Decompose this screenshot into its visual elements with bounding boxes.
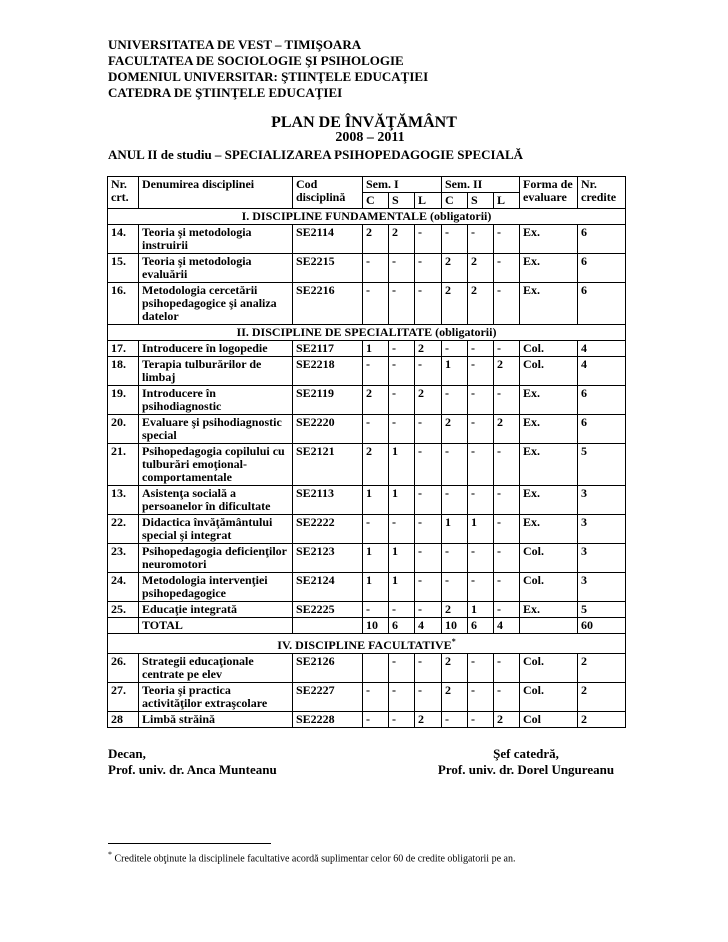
- faculty-name: FACULTATEA DE SOCIOLOGIE ŞI PSIHOLOGIE: [108, 53, 404, 68]
- table-cell: 2: [494, 415, 520, 444]
- table-cell: -: [415, 225, 442, 254]
- table-cell: [293, 618, 363, 634]
- table-cell: Col.: [520, 341, 578, 357]
- table-cell: -: [468, 415, 494, 444]
- table-cell: Metodologia cercetării psihopedagogice şi analiza datelor: [139, 283, 293, 325]
- table-cell: Col.: [520, 683, 578, 712]
- table-cell: 5: [578, 444, 626, 486]
- table-cell: Limbă străină: [139, 712, 293, 728]
- table-cell: -: [415, 602, 442, 618]
- table-cell: -: [363, 415, 389, 444]
- table-cell: -: [442, 712, 468, 728]
- table-cell: 10: [442, 618, 468, 634]
- table-cell: Col: [520, 712, 578, 728]
- table-cell: -: [442, 486, 468, 515]
- table-cell: 2: [442, 683, 468, 712]
- table-cell: 2: [442, 254, 468, 283]
- table-row: [108, 444, 626, 486]
- table-cell: -: [389, 602, 415, 618]
- table-cell: 2: [389, 225, 415, 254]
- table-cell: 1: [363, 341, 389, 357]
- table-cell: Ex.: [520, 486, 578, 515]
- table-cell: -: [415, 357, 442, 386]
- table-cell: Col.: [520, 654, 578, 683]
- table-cell: 6: [468, 618, 494, 634]
- chair-role: Şef catedră,: [493, 746, 559, 761]
- table-cell: 1: [468, 602, 494, 618]
- table-cell: 26.: [108, 654, 139, 683]
- table-cell: -: [468, 654, 494, 683]
- table-cell: Psihopedagogia copilului cu tulburări emoţional-comportamentale: [139, 444, 293, 486]
- table-cell: -: [494, 654, 520, 683]
- table-cell: SE2220: [293, 415, 363, 444]
- table-cell: -: [468, 544, 494, 573]
- header-name: Denumirea disciplinei: [139, 177, 293, 209]
- table-cell: -: [468, 683, 494, 712]
- table-cell: -: [363, 254, 389, 283]
- table-row: [108, 415, 626, 444]
- table-cell: 3: [578, 573, 626, 602]
- table-cell: 3: [578, 515, 626, 544]
- table-cell: 6: [578, 386, 626, 415]
- table-cell: -: [389, 654, 415, 683]
- table-cell: 1: [389, 573, 415, 602]
- table-cell: 16.: [108, 283, 139, 325]
- footnote-mark: *: [451, 637, 456, 646]
- table-cell: SE2121: [293, 444, 363, 486]
- table-cell: SE2114: [293, 225, 363, 254]
- table-cell: 2: [578, 712, 626, 728]
- table-row: [108, 683, 626, 712]
- table-cell: -: [468, 444, 494, 486]
- header-code: Cod disciplină: [293, 177, 363, 209]
- table-row: [108, 254, 626, 283]
- table-cell: 22.: [108, 515, 139, 544]
- table-row: [108, 712, 626, 728]
- table-cell: 2: [442, 415, 468, 444]
- table-cell: -: [468, 386, 494, 415]
- table-cell: -: [363, 712, 389, 728]
- table-cell: 2: [363, 444, 389, 486]
- dean-role: Decan,: [108, 746, 146, 761]
- table-cell: SE2225: [293, 602, 363, 618]
- table-cell: 1: [363, 544, 389, 573]
- table-cell: Introducere în logopedie: [139, 341, 293, 357]
- table-cell: -: [363, 602, 389, 618]
- table-cell: 2: [415, 386, 442, 415]
- table-cell: 19.: [108, 386, 139, 415]
- table-row: [108, 602, 626, 618]
- footnote-separator: [108, 843, 271, 844]
- table-cell: -: [415, 515, 442, 544]
- table-cell: 2: [363, 386, 389, 415]
- table-row: [108, 341, 626, 357]
- section-row: [108, 325, 626, 341]
- table-cell: 1: [389, 544, 415, 573]
- table-row: [108, 573, 626, 602]
- table-cell: 13.: [108, 486, 139, 515]
- table-cell: Terapia tulburărilor de limbaj: [139, 357, 293, 386]
- table-cell: SE2215: [293, 254, 363, 283]
- header-sem1-c: C: [363, 193, 389, 209]
- table-cell: -: [415, 283, 442, 325]
- table-cell: 2: [578, 654, 626, 683]
- table-cell: Ex.: [520, 444, 578, 486]
- total-row: [108, 618, 626, 634]
- table-cell: SE2218: [293, 357, 363, 386]
- table-cell: -: [494, 683, 520, 712]
- header-forma: Forma de evaluare: [520, 177, 578, 209]
- chair-signature: [426, 746, 626, 778]
- table-cell: SE2222: [293, 515, 363, 544]
- table-cell: Introducere în psihodiagnostic: [139, 386, 293, 415]
- table-cell: -: [494, 386, 520, 415]
- table-cell: Ex.: [520, 515, 578, 544]
- table-cell: -: [468, 486, 494, 515]
- table-cell: -: [363, 683, 389, 712]
- table-cell: 6: [578, 254, 626, 283]
- table-cell: 17.: [108, 341, 139, 357]
- table-cell: 2: [468, 254, 494, 283]
- table-cell: -: [389, 254, 415, 283]
- table-cell: Col.: [520, 544, 578, 573]
- table-cell: -: [494, 486, 520, 515]
- table-cell: -: [494, 602, 520, 618]
- department-name: CATEDRA DE ŞTIINŢELE EDUCAŢIEI: [108, 85, 343, 100]
- table-cell: 1: [468, 515, 494, 544]
- table-cell: Ex.: [520, 283, 578, 325]
- document-title: PLAN DE ÎNVĂŢĂMÂNT: [271, 114, 457, 131]
- chair-name: Prof. univ. dr. Dorel Ungureanu: [437, 762, 615, 777]
- table-cell: -: [442, 444, 468, 486]
- table-cell: SE2216: [293, 283, 363, 325]
- header-credite: Nr. credite: [578, 177, 626, 209]
- table-cell: -: [415, 415, 442, 444]
- table-cell: 10: [363, 618, 389, 634]
- table-cell: 1: [389, 486, 415, 515]
- table-cell: 14.: [108, 225, 139, 254]
- table-cell: Col.: [520, 573, 578, 602]
- footnote-mark: *: [108, 850, 112, 859]
- table-cell: -: [389, 683, 415, 712]
- table-cell: 20.: [108, 415, 139, 444]
- table-cell: 2: [494, 357, 520, 386]
- section-title: [108, 325, 626, 341]
- table-cell: -: [468, 225, 494, 254]
- table-cell: -: [389, 415, 415, 444]
- table-cell: [108, 618, 139, 634]
- table-cell: Ex.: [520, 386, 578, 415]
- table-cell: Col.: [520, 357, 578, 386]
- table-cell: -: [442, 573, 468, 602]
- footnote-text: Creditele obţinute la disciplinele facultative acordă suplimentar celor 60 de credite obligatorii pe an.: [112, 853, 516, 865]
- section-title: [108, 634, 626, 654]
- table-cell: 2: [578, 683, 626, 712]
- document-years: 2008 – 2011: [335, 130, 405, 145]
- table-cell: 2: [415, 341, 442, 357]
- header-nr: Nr. crt.: [108, 177, 139, 209]
- table-cell: -: [494, 283, 520, 325]
- table-cell: 6: [578, 283, 626, 325]
- table-cell: 25.: [108, 602, 139, 618]
- table-cell: 3: [578, 544, 626, 573]
- table-cell: -: [468, 573, 494, 602]
- header-sem2-s: S: [468, 193, 494, 209]
- curriculum-table: [107, 176, 626, 728]
- table-cell: -: [389, 386, 415, 415]
- table-cell: -: [389, 283, 415, 325]
- table-header-row: [108, 177, 626, 193]
- header-sem1-s: S: [389, 193, 415, 209]
- table-cell: 28: [108, 712, 139, 728]
- table-cell: -: [415, 573, 442, 602]
- table-cell: SE2228: [293, 712, 363, 728]
- university-name: UNIVERSITATEA DE VEST – TIMIŞOARA: [108, 37, 362, 52]
- table-cell: SE2227: [293, 683, 363, 712]
- footnote: [108, 850, 515, 864]
- table-cell: 4: [578, 341, 626, 357]
- section-row: [108, 209, 626, 225]
- table-cell: 2: [442, 654, 468, 683]
- table-cell: [363, 654, 389, 683]
- table-cell: -: [494, 444, 520, 486]
- table-cell: 2: [363, 225, 389, 254]
- table-cell: Strategii educaţionale centrate pe elev: [139, 654, 293, 683]
- table-cell: Ex.: [520, 225, 578, 254]
- table-cell: 24.: [108, 573, 139, 602]
- table-row: [108, 515, 626, 544]
- table-cell: -: [389, 357, 415, 386]
- table-cell: -: [389, 712, 415, 728]
- section-title-text: II. DISCIPLINE DE SPECIALITATE (obligatorii): [236, 325, 497, 339]
- header-sem1-l: L: [415, 193, 442, 209]
- table-cell: 2: [494, 712, 520, 728]
- table-cell: 6: [578, 225, 626, 254]
- section-title-text: I. DISCIPLINE FUNDAMENTALE (obligatorii): [241, 209, 492, 223]
- table-cell: 27.: [108, 683, 139, 712]
- table-cell: Ex.: [520, 602, 578, 618]
- table-cell: 60: [578, 618, 626, 634]
- table-cell: [520, 618, 578, 634]
- table-cell: 2: [442, 283, 468, 325]
- table-cell: 2: [468, 283, 494, 325]
- table-cell: 1: [442, 357, 468, 386]
- table-cell: -: [468, 357, 494, 386]
- table-cell: 1: [442, 515, 468, 544]
- header-sem1: Sem. I: [363, 177, 442, 193]
- table-cell: -: [494, 254, 520, 283]
- table-cell: Ex.: [520, 415, 578, 444]
- table-cell: Evaluare şi psihodiagnostic special: [139, 415, 293, 444]
- table-cell: Metodologia intervenţiei psihopedagogice: [139, 573, 293, 602]
- table-cell: SE2124: [293, 573, 363, 602]
- table-cell: -: [415, 444, 442, 486]
- domain-name: DOMENIUL UNIVERSITAR: ŞTIINŢELE EDUCAŢIEI: [108, 69, 429, 84]
- table-cell: -: [494, 225, 520, 254]
- section-title: [108, 209, 626, 225]
- table-cell: Teoria şi metodologia evaluării: [139, 254, 293, 283]
- table-cell: -: [415, 654, 442, 683]
- table-cell: -: [494, 515, 520, 544]
- table-cell: -: [442, 225, 468, 254]
- table-cell: Psihopedagogia deficienţilor neuromotori: [139, 544, 293, 573]
- table-row: [108, 486, 626, 515]
- table-cell: -: [468, 341, 494, 357]
- table-cell: SE2117: [293, 341, 363, 357]
- table-cell: SE2123: [293, 544, 363, 573]
- table-cell: 2: [415, 712, 442, 728]
- header-sem2: Sem. II: [442, 177, 520, 193]
- table-body: [108, 177, 626, 728]
- table-cell: Teoria şi metodologia instruirii: [139, 225, 293, 254]
- table-cell: SE2119: [293, 386, 363, 415]
- table-cell: 23.: [108, 544, 139, 573]
- table-cell: -: [415, 486, 442, 515]
- table-cell: -: [442, 341, 468, 357]
- table-cell: 1: [363, 573, 389, 602]
- table-row: [108, 225, 626, 254]
- table-cell: 4: [578, 357, 626, 386]
- table-cell: Ex.: [520, 254, 578, 283]
- table-cell: 21.: [108, 444, 139, 486]
- table-cell: SE2126: [293, 654, 363, 683]
- table-cell: 4: [415, 618, 442, 634]
- header-sem2-c: C: [442, 193, 468, 209]
- table-cell: -: [415, 683, 442, 712]
- table-cell: 5: [578, 602, 626, 618]
- table-cell: 1: [363, 486, 389, 515]
- section-row: [108, 634, 626, 654]
- table-cell: 6: [389, 618, 415, 634]
- table-row: [108, 654, 626, 683]
- table-cell: -: [389, 515, 415, 544]
- table-cell: 15.: [108, 254, 139, 283]
- table-cell: -: [415, 544, 442, 573]
- table-cell: 6: [578, 415, 626, 444]
- table-cell: -: [494, 573, 520, 602]
- table-cell: SE2113: [293, 486, 363, 515]
- table-cell: 1: [389, 444, 415, 486]
- dean-signature: [108, 746, 277, 778]
- table-cell: -: [494, 341, 520, 357]
- table-cell: -: [363, 515, 389, 544]
- table-cell: 18.: [108, 357, 139, 386]
- table-cell: -: [442, 544, 468, 573]
- table-cell: 4: [494, 618, 520, 634]
- table-cell: Asistenţa socială a persoanelor în dificultate: [139, 486, 293, 515]
- table-cell: -: [442, 386, 468, 415]
- section-title-text: IV. DISCIPLINE FACULTATIVE: [277, 638, 452, 652]
- header-sem2-l: L: [494, 193, 520, 209]
- table-row: [108, 283, 626, 325]
- table-cell: 2: [442, 602, 468, 618]
- institution-header: [108, 37, 428, 101]
- table-cell: TOTAL: [139, 618, 293, 634]
- table-row: [108, 386, 626, 415]
- table-cell: -: [363, 283, 389, 325]
- table-row: [108, 357, 626, 386]
- table-cell: -: [415, 254, 442, 283]
- document-subtitle: ANUL II de studiu – SPECIALIZAREA PSIHOPEDAGOGIE SPECIALĂ: [108, 147, 524, 162]
- table-cell: 3: [578, 486, 626, 515]
- table-cell: -: [389, 341, 415, 357]
- table-cell: Teoria şi practica activităţilor extraşcolare: [139, 683, 293, 712]
- table-row: [108, 544, 626, 573]
- table-cell: -: [468, 712, 494, 728]
- table-cell: -: [494, 544, 520, 573]
- table-cell: -: [363, 357, 389, 386]
- dean-name: Prof. univ. dr. Anca Munteanu: [108, 762, 277, 777]
- table-cell: Educaţie integrată: [139, 602, 293, 618]
- table-cell: Didactica învăţământului special şi integrat: [139, 515, 293, 544]
